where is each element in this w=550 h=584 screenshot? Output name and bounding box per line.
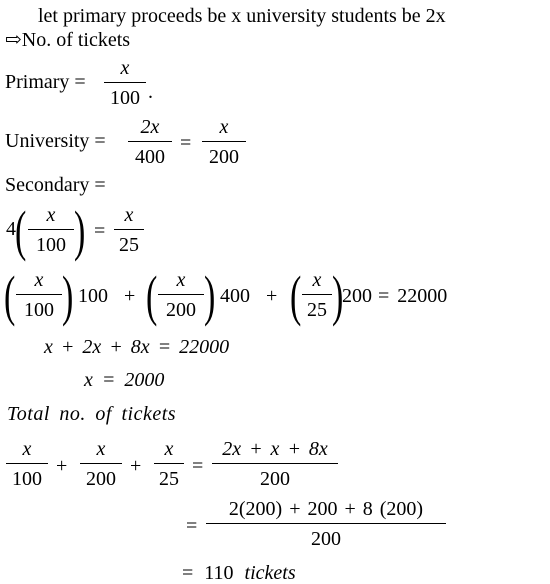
fraction-bar bbox=[6, 463, 48, 464]
left-paren: ( bbox=[4, 266, 16, 328]
step-1: x + 2x + 8x = 22000 bbox=[44, 336, 230, 358]
sum-denominator-3: 25 bbox=[307, 299, 327, 321]
sum-multiplier-2: 400 bbox=[220, 285, 250, 307]
total-denominator-2: 200 bbox=[86, 468, 116, 490]
primary-denominator: 100 bbox=[110, 87, 140, 109]
total-fraction-3 bbox=[154, 439, 184, 489]
fraction-bar bbox=[80, 463, 122, 464]
primary-label: Primary = bbox=[5, 71, 86, 93]
total-denominator-1: 100 bbox=[12, 468, 42, 490]
total-denominator-3: 25 bbox=[159, 468, 179, 490]
fraction-bar bbox=[302, 294, 332, 295]
total-result-fraction-2 bbox=[206, 499, 446, 549]
sum-plus-1: + bbox=[124, 285, 136, 307]
fraction-bar bbox=[154, 463, 184, 464]
arrow-right-icon: ⇨ bbox=[5, 29, 22, 51]
left-paren: ( bbox=[290, 266, 302, 328]
total-result-numerator-1: 2x + x + 8x bbox=[222, 438, 328, 460]
university-fraction-1 bbox=[128, 117, 172, 167]
primary-period: . bbox=[148, 81, 153, 103]
right-paren: ) bbox=[332, 266, 344, 328]
total-plus-1: + bbox=[56, 455, 68, 477]
tickets-heading bbox=[5, 30, 130, 50]
secondary-numerator-1: x bbox=[46, 204, 56, 226]
total-equals-2: = bbox=[186, 515, 198, 537]
tickets-label: No. of tickets bbox=[21, 29, 131, 51]
fraction-bar bbox=[206, 523, 446, 524]
sum-multiplier-3: 200 bbox=[342, 285, 372, 307]
secondary-denominator-2: 25 bbox=[119, 234, 139, 256]
total-label: Total no. of tickets bbox=[7, 403, 177, 425]
university-fraction-2 bbox=[202, 117, 246, 167]
university-equals: = bbox=[180, 132, 192, 154]
university-label: University = bbox=[5, 130, 106, 152]
right-paren: ) bbox=[62, 266, 74, 328]
total-result-denominator-1: 200 bbox=[260, 468, 290, 490]
total-plus-2: + bbox=[130, 455, 142, 477]
sum-multiplier-1: 100 bbox=[78, 285, 108, 307]
sum-numerator-2: x bbox=[176, 269, 186, 291]
secondary-numerator-2: x bbox=[124, 204, 134, 226]
sum-numerator-1: x bbox=[34, 269, 44, 291]
university-denominator-1: 400 bbox=[135, 146, 165, 168]
step-2: x = 2000 bbox=[84, 369, 165, 391]
total-numerator-3: x bbox=[164, 438, 174, 460]
secondary-coefficient: 4 bbox=[6, 218, 16, 240]
secondary-equals: = bbox=[94, 220, 106, 242]
sum-rhs: = 22000 bbox=[378, 285, 448, 307]
sum-plus-2: + bbox=[266, 285, 278, 307]
university-denominator-2: 200 bbox=[209, 146, 239, 168]
total-equals-1: = bbox=[192, 455, 204, 477]
total-result-numerator-2: 2(200) + 200 + 8 (200) bbox=[228, 498, 424, 520]
total-result-fraction-1 bbox=[212, 439, 338, 489]
left-paren: ( bbox=[146, 266, 158, 328]
secondary-fraction-1 bbox=[28, 205, 74, 255]
intro-line: let primary proceeds be x university students be 2x bbox=[38, 5, 446, 27]
sum-denominator-1: 100 bbox=[24, 299, 54, 321]
fraction-bar bbox=[104, 82, 146, 83]
sum-fraction-3 bbox=[302, 270, 332, 320]
sum-numerator-3: x bbox=[312, 269, 322, 291]
secondary-denominator-1: 100 bbox=[36, 234, 66, 256]
sum-fraction-1 bbox=[16, 270, 62, 320]
left-paren: ( bbox=[15, 201, 27, 263]
fraction-bar bbox=[28, 229, 74, 230]
secondary-fraction-2 bbox=[114, 205, 144, 255]
university-numerator-1: 2x bbox=[140, 116, 160, 138]
fraction-bar bbox=[158, 294, 204, 295]
fraction-bar bbox=[202, 141, 246, 142]
right-paren: ) bbox=[74, 201, 86, 263]
sum-fraction-2 bbox=[158, 270, 204, 320]
secondary-label: Secondary = bbox=[5, 174, 106, 196]
total-result-denominator-2: 200 bbox=[311, 528, 341, 550]
university-numerator-2: x bbox=[219, 116, 229, 138]
fraction-bar bbox=[212, 463, 338, 464]
total-fraction-1 bbox=[6, 439, 48, 489]
fraction-bar bbox=[128, 141, 172, 142]
primary-fraction bbox=[104, 58, 146, 108]
total-numerator-1: x bbox=[22, 438, 32, 460]
fraction-bar bbox=[114, 229, 144, 230]
total-final-unit: tickets bbox=[244, 562, 296, 584]
total-fraction-2 bbox=[80, 439, 122, 489]
total-final: = 110 tickets bbox=[182, 562, 296, 584]
primary-numerator: x bbox=[120, 57, 130, 79]
right-paren: ) bbox=[204, 266, 216, 328]
fraction-bar bbox=[16, 294, 62, 295]
total-numerator-2: x bbox=[96, 438, 106, 460]
sum-denominator-2: 200 bbox=[166, 299, 196, 321]
